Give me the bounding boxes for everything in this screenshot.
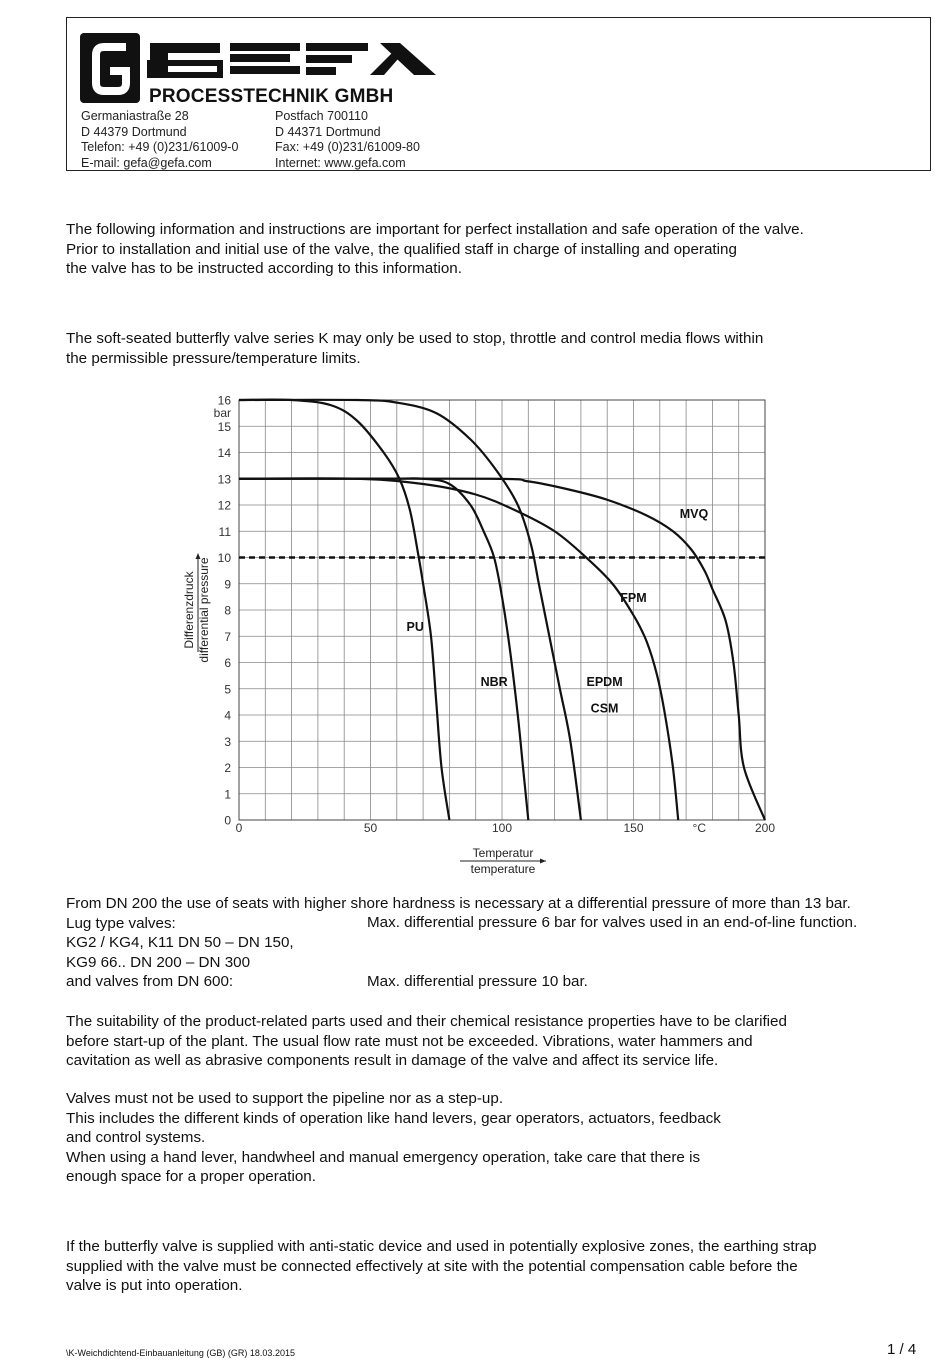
- text-line: Prior to installation and initial use of the valve, the qualified staff in charge of installing and operating: [66, 240, 737, 258]
- dn600-label: and valves from DN 600:: [66, 973, 234, 991]
- text-line: and control systems.: [66, 1129, 206, 1147]
- text-line: From DN 200 the use of seats with higher shore hardness is necessary at a differential pressure of more than 13 bar.: [66, 895, 851, 912]
- y-tick-label: 5: [224, 682, 231, 697]
- dn600-value: Max. differential pressure 10 bar.: [367, 973, 588, 990]
- series-label-pu: PU: [406, 620, 424, 634]
- address-line: D 44371 Dortmund: [275, 124, 381, 139]
- pressure-temperature-chart: [0, 380, 950, 880]
- intro-paragraph: [66, 220, 804, 279]
- fax-line: Fax: +49 (0)231/61009-80: [275, 140, 420, 155]
- y-axis-subtitle: differential pressure: [197, 557, 211, 663]
- text-line: This includes the different kinds of operation like hand levers, gear operators, actuators, feedback: [66, 1109, 721, 1127]
- y-tick-label: 12: [217, 498, 231, 513]
- chart-labels: [407, 507, 709, 715]
- text-line: before start-up of the plant. The usual flow rate must not be exceeded. Vibrations, water hammers and: [66, 1032, 753, 1050]
- x-tick-label: 200: [754, 821, 776, 835]
- y-unit-label: bar: [213, 406, 231, 420]
- text-line: KG9 66.. DN 200 – DN 300: [66, 953, 251, 971]
- text-line: If the butterfly valve is supplied with anti-static device and used in potentially explosive zones, the earthing strap: [66, 1238, 817, 1255]
- email-line: E-mail: gefa@gefa.com: [81, 156, 212, 171]
- y-axis-title: Differenzdruck: [182, 571, 196, 649]
- internet-line: Internet: www.gefa.com: [275, 156, 406, 171]
- usage-paragraph: [66, 329, 763, 368]
- y-tick-label: 3: [224, 734, 231, 749]
- address-line: Germaniastraße 28: [81, 109, 189, 123]
- x-axis-arrowhead: [540, 859, 546, 864]
- y-tick-label: 0: [224, 813, 231, 828]
- series-label-fpm: FPM: [620, 591, 647, 606]
- x-axis-subtitle: temperature: [470, 862, 536, 876]
- series-label-csm: CSM: [590, 701, 619, 716]
- y-tick-label: 14: [217, 446, 231, 460]
- address-right: [275, 109, 420, 172]
- y-tick-label: 10: [217, 551, 231, 565]
- x-tick-label: 0: [235, 821, 243, 835]
- company-name: PROCESSTECHNIK GMBH: [149, 86, 394, 107]
- y-tick-label: 16: [217, 393, 231, 408]
- antistatic-paragraph: [66, 1237, 817, 1296]
- x-tick-label: 100: [491, 821, 513, 835]
- y-tick-label: 6: [224, 656, 231, 670]
- y-tick-label: 9: [224, 577, 231, 592]
- x-axis-title: Temperatur: [472, 846, 534, 860]
- x-unit-label: °C: [692, 821, 706, 835]
- support-paragraph: [66, 1089, 721, 1187]
- series-label-epdm: EPDM: [586, 675, 623, 690]
- text-line: the valve has to be instructed according to this information.: [66, 260, 462, 278]
- text-line: The suitability of the product-related parts used and their chemical resistance properties have to be clarified: [66, 1013, 787, 1030]
- lug-label: Lug type valves:: [66, 914, 176, 932]
- y-tick-label: 11: [218, 524, 231, 539]
- page-number: 1 / 4: [887, 1341, 917, 1358]
- address-left: [81, 109, 238, 172]
- text-line: The following information and instructions are important for perfect installation and safe operation of the valve.: [66, 221, 804, 238]
- y-tick-label: 13: [217, 472, 231, 487]
- x-tick-label: 50: [363, 821, 378, 835]
- chart-grid: [239, 400, 765, 820]
- text-line: KG2 / KG4, K11 DN 50 – DN 150,: [66, 934, 294, 952]
- series-curve-nbr: [239, 478, 528, 820]
- series-label-nbr: NBR: [480, 675, 508, 690]
- y-tick-label: 15: [217, 419, 231, 434]
- phone-line: Telefon: +49 (0)231/61009-0: [81, 140, 239, 155]
- y-tick-label: 2: [224, 761, 231, 775]
- text-line: When using a hand lever, handwheel and manual emergency operation, take care that there is: [66, 1148, 701, 1166]
- text-line: The soft-seated butterfly valve series K may only be used to stop, throttle and control media flows within: [66, 330, 764, 347]
- x-tick-label: 150: [623, 821, 644, 835]
- text-line: valve is put into operation.: [66, 1277, 243, 1295]
- suitability-paragraph: [66, 1012, 787, 1071]
- address-line: Postfach 700110: [275, 109, 368, 123]
- y-tick-label: 1: [224, 787, 231, 802]
- text-line: Valves must not be used to support the pipeline nor as a step-up.: [66, 1090, 504, 1107]
- text-line: supplied with the valve must be connected effectively at site with the potential compensation cable before the: [66, 1257, 798, 1275]
- y-tick-label: 4: [224, 708, 231, 723]
- text-line: enough space for a proper operation.: [66, 1168, 316, 1186]
- text-line: the permissible pressure/temperature limits.: [66, 349, 361, 367]
- y-tick-label: 7: [224, 629, 231, 644]
- y-tick-label: 8: [224, 603, 231, 618]
- series-curve-fpm: [239, 478, 678, 820]
- footer-document-id: \K-Weichdichtend-Einbauanleitung (GB) (GR) 18.03.2015: [66, 1348, 295, 1358]
- series-label-mvq: MVQ: [679, 507, 709, 522]
- text-line: cavitation as well as abrasive components result in damage of the valve and affect its service life.: [66, 1052, 719, 1070]
- lug-value: Max. differential pressure 6 bar for valves used in an end-of-line function.: [367, 914, 858, 931]
- address-line: D 44379 Dortmund: [81, 124, 187, 139]
